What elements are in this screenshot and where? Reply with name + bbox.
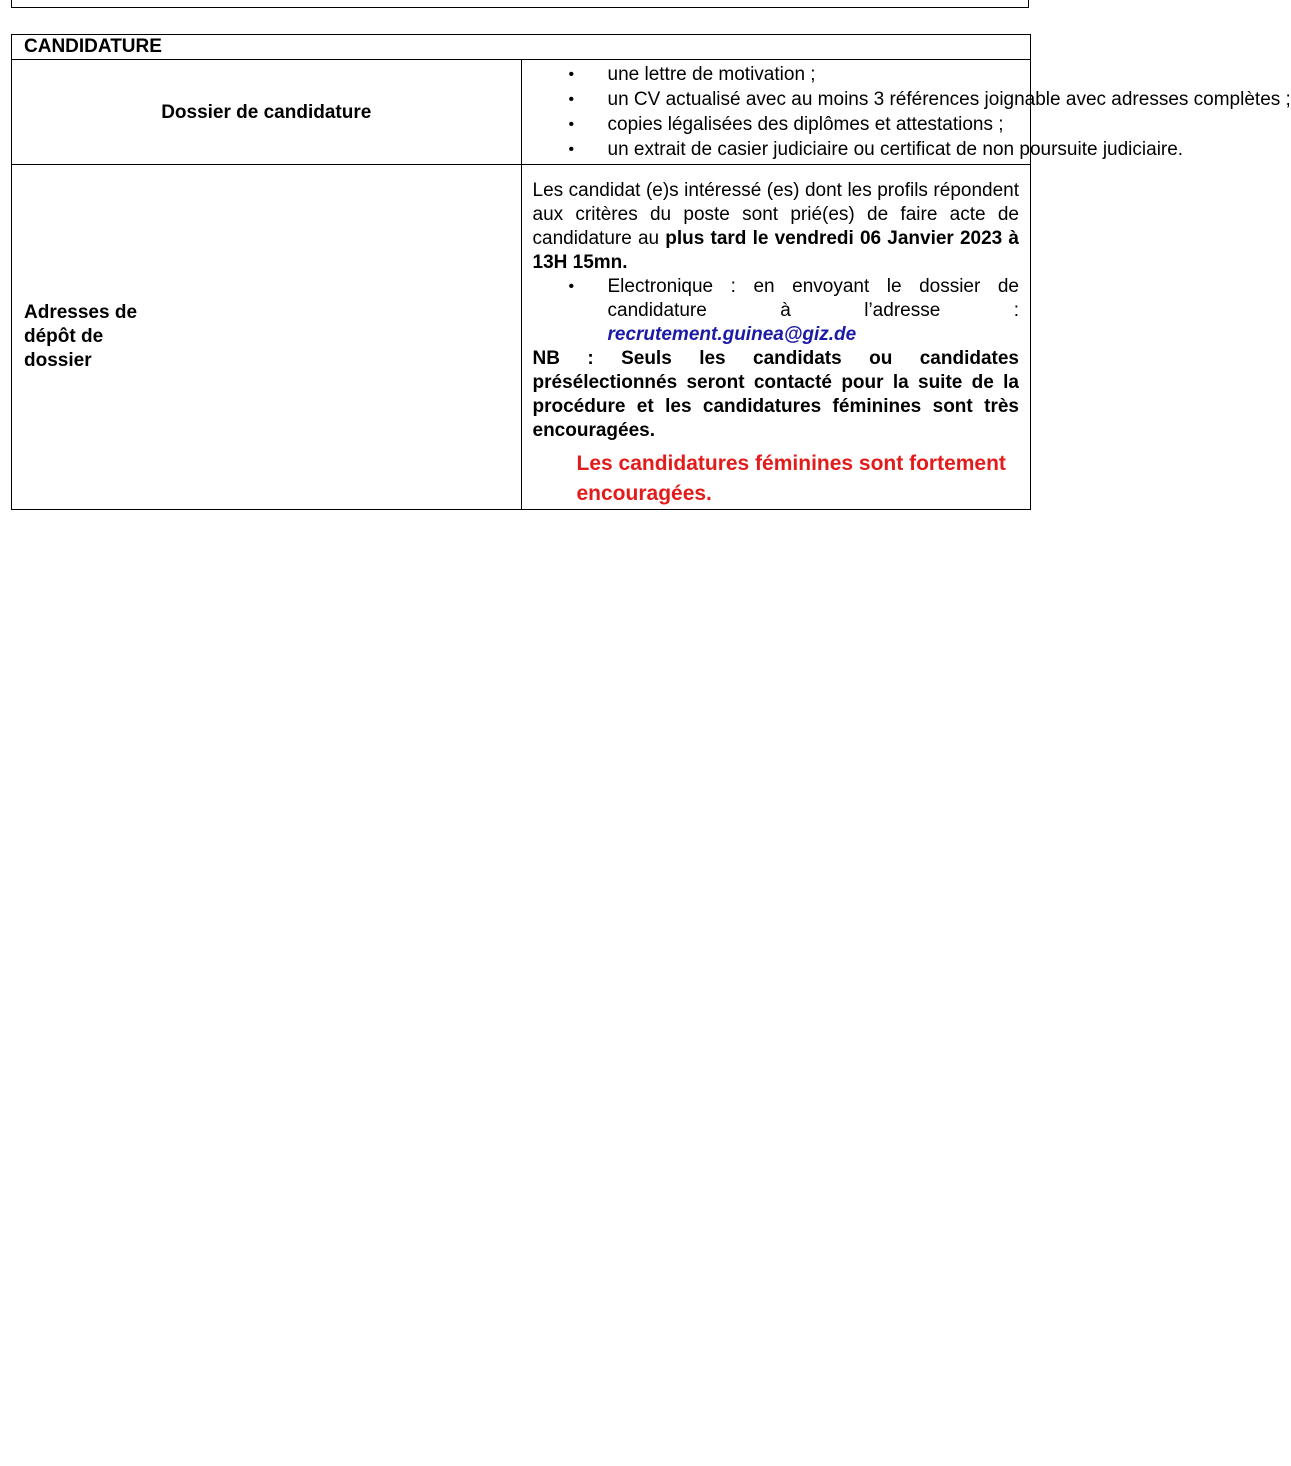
adresses-row xyxy=(12,165,1031,510)
dossier-row xyxy=(12,60,1031,165)
title-row xyxy=(12,35,1031,60)
section-title: CANDIDATURE xyxy=(12,35,1031,60)
bullet-icon: • xyxy=(568,66,575,83)
list-item: • copies légalisées des diplômes et attestations ; xyxy=(568,114,1004,135)
previous-section-box xyxy=(11,0,1029,8)
email-link[interactable]: recrutement.guinea@giz.de xyxy=(607,324,857,345)
electronic-item: • Electronique : en envoyant le dossier de candidature à l’adresse : xyxy=(568,276,1019,321)
adresses-content-cell xyxy=(521,165,1031,510)
dossier-list xyxy=(533,62,1291,162)
encouragement-text: Les candidatures féminines sont fortement encouragées. xyxy=(576,452,1006,505)
bullet-icon: • xyxy=(568,91,575,108)
list-item: • une lettre de motivation ; xyxy=(568,64,816,85)
adresses-label: Adresses de dépôt de dossier xyxy=(12,165,522,510)
list-item: • un CV actualisé avec au moins 3 références joignable avec adresses complètes ; xyxy=(568,89,1291,110)
bullet-icon: • xyxy=(568,141,575,158)
nb-paragraph: NB : Seuls les candidats ou candidates présélectionnés seront contacté pour la suite de la procédure et les candidatures féminines sont très encouragées. xyxy=(532,348,1019,441)
email-line xyxy=(533,323,1020,347)
bullet-icon: • xyxy=(568,278,575,295)
list-item: • un extrait de casier judiciaire ou certificat de non poursuite judiciaire. xyxy=(568,139,1184,160)
intro-paragraph: Les candidat (e)s intéressé (es) dont les profils répondent aux critères du poste sont prié(es) de faire acte de candidature au plus tard le vendredi 06 Janvier 2023 à 13H 15mn. xyxy=(532,180,1019,273)
candidature-table xyxy=(11,34,1291,510)
dossier-items-cell xyxy=(521,60,1291,165)
deadline-text: plus tard le vendredi 06 Janvier 2023 à 13H 15mn. xyxy=(532,228,1019,273)
dossier-label: Dossier de candidature xyxy=(12,60,522,165)
bullet-icon: • xyxy=(568,116,575,133)
